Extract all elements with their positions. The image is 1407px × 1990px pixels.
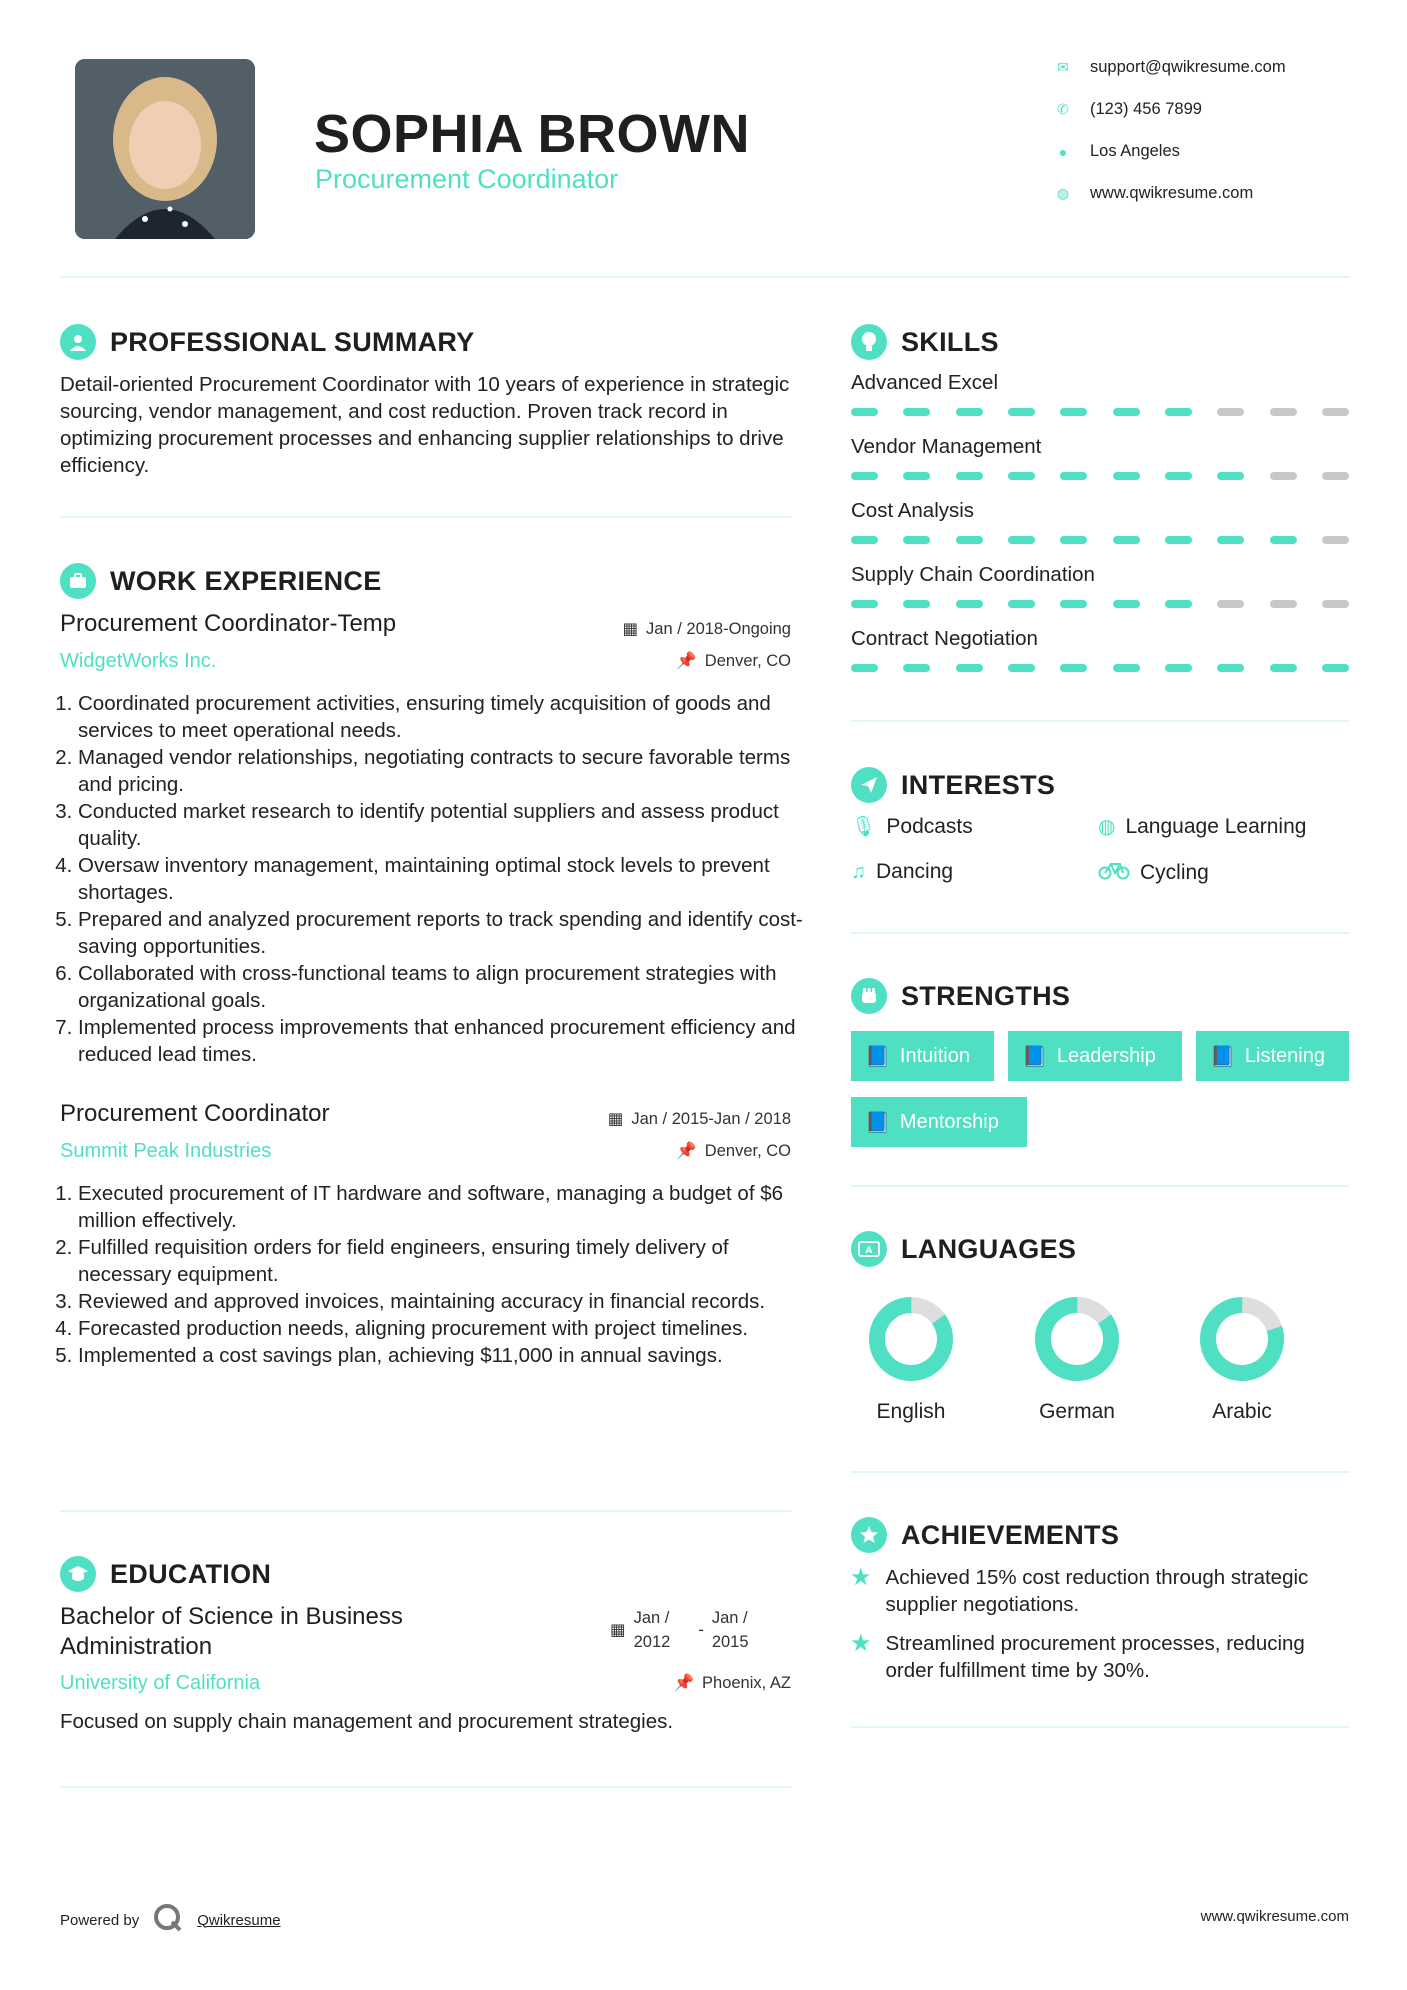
interest-item: 🎙 Podcasts [851,814,973,838]
skills-divider [851,720,1349,722]
language-label: German [1039,1400,1115,1423]
skill-level-dash [1113,536,1140,544]
pin-icon: 📌 [676,652,697,670]
job-location: 📌 Denver, CO [676,652,791,670]
skill-name: Contract Negotiation [851,627,1038,650]
skill-level-dash [1217,408,1244,416]
skill-level-dash [1217,472,1244,480]
list-item: 4. Forecasted production needs, aligning procurement with project timelines. [78,1315,814,1342]
achievements-heading: ACHIEVEMENTS [851,1517,1119,1553]
skill-level-dash [1113,408,1140,416]
strength-chip: 📘 Mentorship [851,1097,1027,1147]
skill-level-bar [851,600,1349,608]
skill-level-dash [1322,472,1349,480]
skill-level-dash [1060,664,1087,672]
achievement-item: ★ Achieved 15% cost reduction through strategic supplier negotiations. [850,1564,1309,1616]
languages-heading: A LANGUAGES [851,1231,1076,1267]
list-item: 3. Reviewed and approved invoices, maintaining accuracy in financial records. [78,1288,814,1315]
skill-level-dash [1008,536,1035,544]
education-date: ▦ Jan / 2012 - Jan / 2015 [610,1609,749,1651]
list-item: 4. Oversaw inventory management, maintaining optimal stock levels to prevent shortages. [78,852,814,906]
bicycle-icon [1098,860,1130,886]
skill-level-dash [1270,472,1297,480]
contact-phone[interactable]: ✆ (123) 456 7899 [1057,100,1202,118]
language-ring-fill [1199,1296,1285,1382]
microphone-icon: 🎙 [851,816,877,838]
svg-text:A: A [865,1246,873,1256]
achievements-divider [851,1726,1349,1728]
skill-name: Cost Analysis [851,499,975,522]
list-item: 6. Collaborated with cross-functional teams to align procurement strategies with organizational goals. [78,960,814,1014]
star-icon: ★ [850,1630,872,1657]
user-icon [60,324,96,360]
skill-level-dash [1060,472,1087,480]
skill-level-dash [1008,408,1035,416]
phone-icon: ✆ [1057,101,1069,117]
fist-icon [851,978,887,1014]
candidate-title: Procurement Coordinator [315,164,619,194]
globe-icon: ◍ [1098,816,1116,838]
summary-heading: PROFESSIONAL SUMMARY [60,324,475,360]
skill-level-dash [1165,536,1192,544]
education-location: 📌 Phoenix, AZ [673,1674,791,1692]
location-pin-icon: ● [1058,143,1068,160]
list-item: 1. Executed procurement of IT hardware and software, managing a budget of $6 million effectively. [78,1180,814,1234]
skill-level-dash [1322,408,1349,416]
pin-icon: 📌 [676,1142,697,1160]
skills-heading: SKILLS [851,324,999,360]
skill-level-dash [1270,408,1297,416]
calendar-icon: ▦ [607,1110,624,1128]
profile-photo [75,59,255,239]
job-title: Procurement Coordinator [60,1100,330,1127]
book-icon: 📘 [1022,1045,1047,1068]
skill-level-dash [1165,408,1192,416]
achievement-item: ★ Streamlined procurement processes, reducing order fulfillment time by 30%. [850,1630,1305,1682]
interest-item: ♫ Dancing [851,860,954,883]
skill-level-dash [1165,472,1192,480]
list-item: 3. Conducted market research to identify potential suppliers and assess product quality. [78,798,814,852]
skill-level-dash [903,664,930,672]
globe-icon: ◍ [1056,185,1070,201]
calendar-icon: ▦ [622,620,639,638]
school: University of California [60,1672,261,1694]
language-ring-fill [1030,1292,1125,1387]
skill-level-bar [851,664,1349,672]
skill-level-dash [956,472,983,480]
skill-level-dash [1113,600,1140,608]
strengths-divider [851,1185,1349,1187]
lightbulb-icon [851,324,887,360]
language-rings [851,1286,1349,1396]
job-date: ▦ Jan / 2015-Jan / 2018 [607,1109,791,1128]
footer-powered-by: Powered by Qwikresume [60,1903,281,1937]
pin-icon: 📌 [673,1674,695,1692]
skill-level-dash [1008,600,1035,608]
list-item: 5. Prepared and analyzed procurement reports to track spending and identify cost-saving opportunities. [78,906,814,960]
skill-level-dash [956,536,983,544]
degree: Bachelor of Science in Business Administration [60,1603,403,1660]
language-label: English [876,1400,946,1423]
job-date: ▦ Jan / 2018-Ongoing [622,619,791,638]
footer-url[interactable]: www.qwikresume.com [1200,1908,1349,1925]
skill-level-dash [1113,472,1140,480]
interest-item: Cycling [1098,860,1209,886]
skill-level-dash [1217,536,1244,544]
briefcase-icon [60,563,96,599]
book-icon: 📘 [1210,1045,1235,1068]
skill-level-dash [1008,472,1035,480]
qwikresume-logo-icon [153,1903,183,1937]
skill-level-dash [1113,664,1140,672]
list-item: 1. Coordinated procurement activities, ensuring timely acquisition of goods and services to meet operational needs. [78,690,814,744]
skill-level-dash [1322,664,1349,672]
paper-plane-icon [851,767,887,803]
skill-level-bar [851,408,1349,416]
calendar-icon: ▦ [610,1621,626,1639]
skill-level-dash [851,600,878,608]
star-icon: ★ [850,1564,872,1591]
languages-divider [851,1471,1349,1473]
skill-level-dash [851,408,878,416]
book-icon: 📘 [865,1111,890,1134]
language-label: Arabic [1212,1400,1272,1423]
list-item: 5. Implemented a cost savings plan, achieving $11,000 in annual savings. [78,1342,814,1369]
skill-name: Vendor Management [851,435,1042,458]
skill-level-dash [956,600,983,608]
strength-chip: 📘 Listening [1196,1031,1349,1081]
list-item: 7. Implemented process improvements that enhanced procurement efficiency and reduced lead times. [78,1014,814,1068]
book-icon: 📘 [865,1045,890,1068]
skill-level-dash [1322,600,1349,608]
education-divider [60,1786,792,1788]
experience-divider [60,1510,792,1512]
skill-level-dash [1270,600,1297,608]
skill-level-dash [1060,600,1087,608]
skill-level-dash [1322,536,1349,544]
graduation-cap-icon [60,1556,96,1592]
interests-heading: INTERESTS [851,767,1055,803]
candidate-name: SOPHIA BROWN [314,104,750,164]
contact-website[interactable]: ◍ www.qwikresume.com [1056,184,1254,202]
language-icon [851,1231,887,1267]
skill-level-dash [1060,536,1087,544]
skill-level-dash [1165,664,1192,672]
skill-level-bar [851,472,1349,480]
list-item: 2. Managed vendor relationships, negotiating contracts to secure favorable terms and pricing. [78,744,814,798]
skill-level-dash [903,600,930,608]
email-icon: ✉ [1057,59,1069,75]
job-bullets [60,690,814,1068]
skill-level-dash [903,408,930,416]
contact-email[interactable]: ✉ support@qwikresume.com [1057,58,1286,76]
skill-level-dash [1217,664,1244,672]
skill-level-dash [903,536,930,544]
job-bullets [60,1180,814,1369]
skill-level-dash [956,408,983,416]
education-description: Focused on supply chain management and procurement strategies. [60,1710,674,1733]
music-note-icon: ♫ [851,860,866,883]
skill-level-dash [1270,664,1297,672]
skill-name: Supply Chain Coordination [851,563,1095,586]
summary-divider [60,516,792,518]
skill-level-dash [851,536,878,544]
interest-item: ◍ Language Learning [1098,814,1307,838]
education-heading: EDUCATION [60,1556,271,1592]
interests-divider [851,932,1349,934]
strength-chip: 📘 Intuition [851,1031,994,1081]
star-badge-icon [851,1517,887,1553]
list-item: 2. Fulfilled requisition orders for field engineers, ensuring timely delivery of necessary equipment. [78,1234,814,1288]
skill-level-dash [1217,600,1244,608]
summary-text: Detail-oriented Procurement Coordinator with 10 years of experience in strategic sourcing, vendor management, and cost reduction. Proven track record in optimizing procurement processes and enhancing supplier relationships to drive efficiency. [60,373,790,477]
skill-level-dash [903,472,930,480]
job-location: 📌 Denver, CO [676,1142,791,1160]
strength-chip: 📘 Leadership [1008,1031,1182,1081]
skill-level-dash [1060,408,1087,416]
skill-level-dash [1008,664,1035,672]
skill-level-dash [956,664,983,672]
job-company: Summit Peak Industries [60,1140,272,1162]
experience-heading: WORK EXPERIENCE [60,563,382,599]
skill-level-dash [851,664,878,672]
language-ring-fill [864,1292,959,1387]
skill-name: Advanced Excel [851,371,999,394]
skill-level-dash [1165,600,1192,608]
job-title: Procurement Coordinator-Temp [60,610,397,637]
header-divider [60,276,1350,278]
skill-level-dash [851,472,878,480]
contact-location: ● Los Angeles [1056,142,1180,161]
strengths-heading: STRENGTHS [851,978,1070,1014]
skill-level-dash [1270,536,1297,544]
job-company: WidgetWorks Inc. [60,650,217,672]
skill-level-bar [851,536,1349,544]
footer-brand-link[interactable]: Qwikresume [197,1911,281,1929]
